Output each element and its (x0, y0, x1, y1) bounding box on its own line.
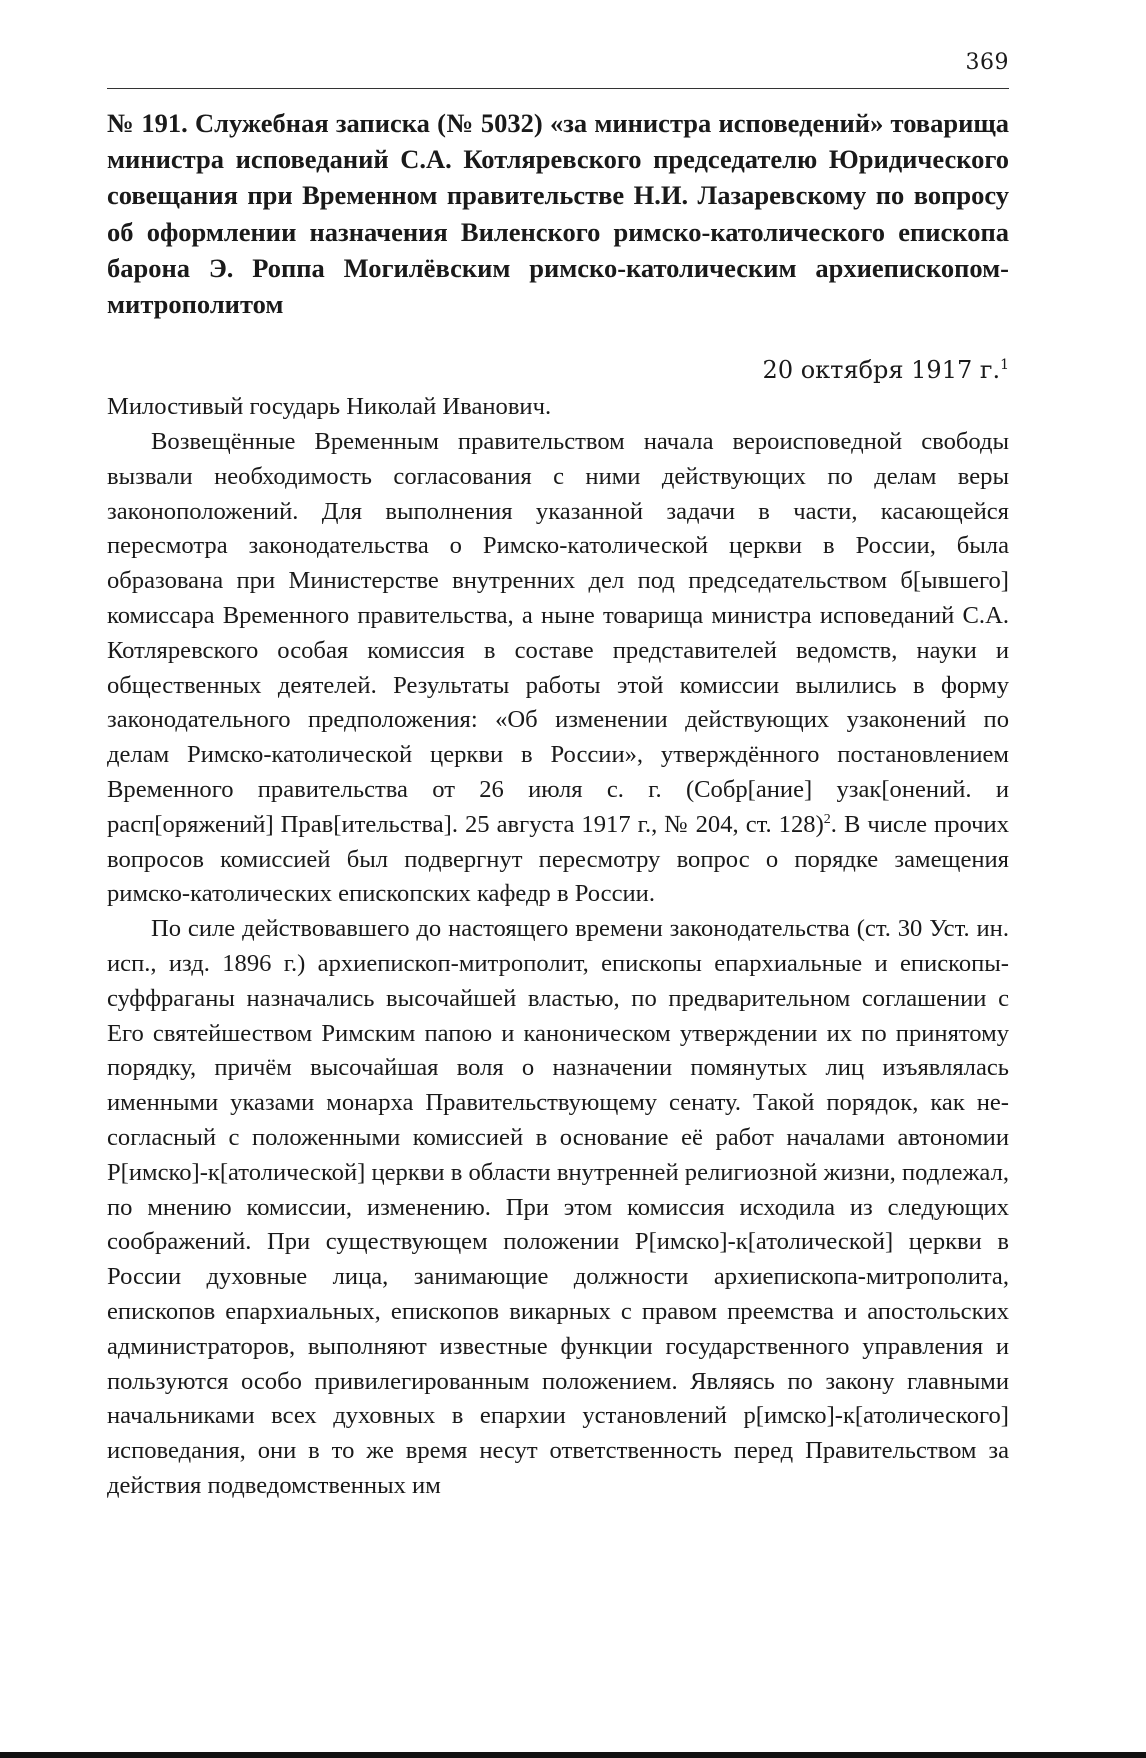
document-date (107, 352, 1009, 388)
document-content (107, 105, 1009, 1504)
document-heading: № 191. Служебная записка (№ 5032) «за министра исповедений» товарища министра исповеданий С.А. Котляревского председателю Юридического совещания при Временном правительстве Н.И. Лазаревскому по вопросу об оформлении назначения Виленского римско-католического епископа барона Э. Роппа Могилёвским римско-католическим архиепископом-митрополитом (107, 108, 1009, 320)
paragraph-1-part-b: . В числе прочих вопросов комиссией был подвергнут пересмотру вопрос о порядке замещения римско-католических епископских кафедр в России. (107, 810, 1009, 908)
salutation: Милостивый государь Николай Иванович. (107, 393, 552, 421)
paragraph-1-part-a: Возвещённые Временным правительством начала вероисповедной свободы вызвали необходимость согласования с ними действующих по делам веры законоположений. Для выполнения указанной задачи в части, касающейся пересмотра законодательства о Римско-католической церкви в России, была образована при Министерстве внутренних дел под председательством б[ывшего] комиссара Временного правительства, а ныне товарища министра исповеданий С.А. Котляревского особая комиссия в составе представителей ведомств, науки и общественных деятелей. Результаты работы этой комиссии вылились в форму законодательного предположения: «Об изменении действующих узаконений по делам Римско-католической церкви в России», утверждённого постановлением Временного правительства от 26 июля с. г. (Собр[ание] узак[онений. и расп[оряжений] Прав[ительства]. 25 августа 1917 г., № 204, ст. 128) (107, 428, 1009, 838)
paragraph-2: По силе действовавшего до настоящего времени законодательства (ст. 30 Уст. ин. исп., изд. 1896 г.) архиепископ-митрополит, епископы епархиальные и епископы-суффраганы назначались высочайшей властью, по предварительном соглашении с Его святейшеством Римским папою и каноническом утверждении их по принятому порядку, причём высочайшая воля о назначении помянутых лиц изъявлялась именными указами монарха Правительствующему сенату. Такой порядок, как несогласный с положенными комиссией в основание её работ началами автономии Р[имско]-к[атолической] церкви в области внутренней религиозной жизни, подлежал, по мнению комиссии, изменению. При этом комиссия исходила из следующих соображений. При существующем положении Р[имско]-к[атолической] церкви в России духовные лица, занимающие должности архиепископа-митрополита, епископов епархиальных, епископов викарных с правом преемства и апостольских администраторов, выполняют известные функции государственного управления и пользуются особо привилегированным положением. Являясь по закону главными начальниками всех духовных в епархии установлений р[имско]-к[атолического] исповедания, они в то же время несут ответственность перед Правительством за действия подведомственных им (107, 915, 1009, 1499)
scan-edge (0, 1752, 1146, 1758)
footnote-ref-2[interactable]: 2 (823, 811, 831, 827)
header-rule (107, 88, 1009, 89)
page-number: 369 (965, 50, 1009, 75)
letter-body (107, 390, 1009, 1504)
footnote-ref-1[interactable]: 1 (1000, 357, 1009, 374)
paragraph-1 (107, 425, 1009, 912)
date-text: 20 октября 1917 г. (762, 356, 1001, 385)
